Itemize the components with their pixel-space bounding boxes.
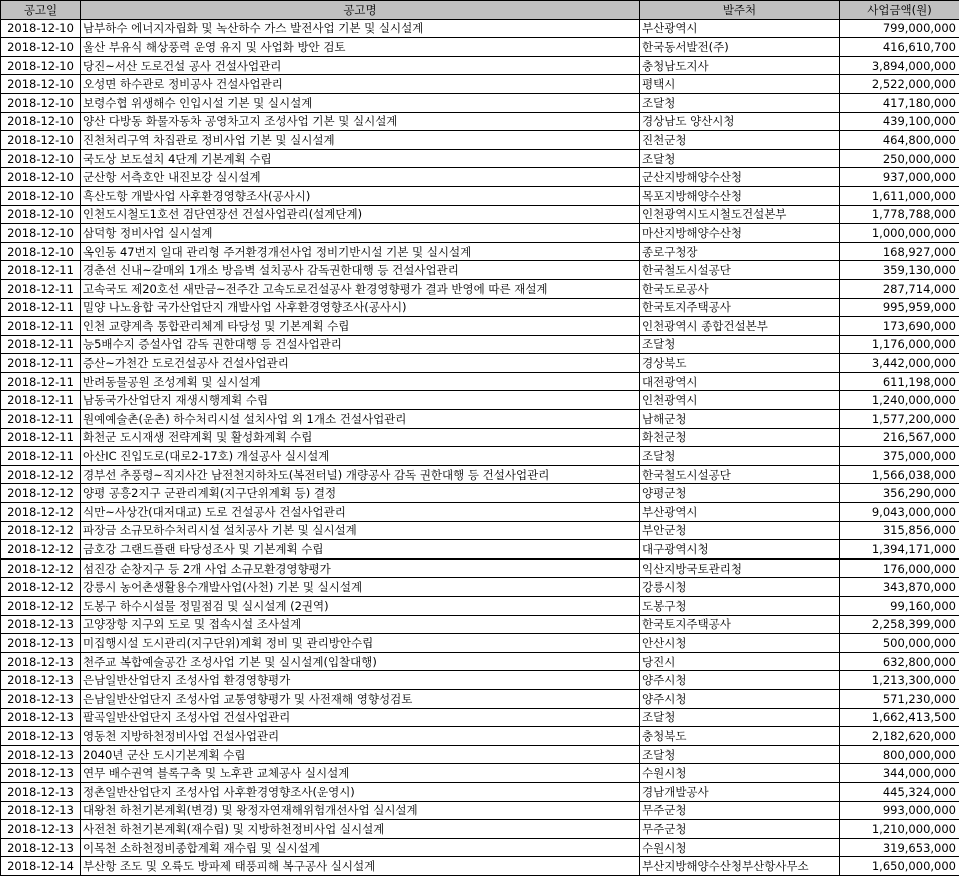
cell-ordering-agency[interactable]: 한국토지주택공사 [640, 615, 840, 634]
cell-date[interactable]: 2018-12-13 [1, 838, 81, 857]
cell-amount[interactable]: 1,577,200,000 [840, 410, 959, 429]
cell-ordering-agency[interactable]: 종로구청장 [640, 242, 840, 261]
header-amount[interactable]: 사업금액(원) [840, 1, 959, 20]
cell-notice-name[interactable]: 2040년 군산 도시기본계획 수립 [81, 745, 640, 764]
table-row [1, 261, 959, 280]
cell-date[interactable]: 2018-12-14 [1, 857, 81, 876]
cell-amount[interactable]: 1,662,413,500 [840, 708, 959, 727]
cell-ordering-agency[interactable]: 익산지방국토관리청 [640, 559, 840, 578]
table-row [1, 298, 959, 317]
cell-amount[interactable]: 937,000,000 [840, 168, 959, 187]
table-row [1, 335, 959, 354]
cell-ordering-agency[interactable]: 조달청 [640, 447, 840, 466]
cell-amount[interactable]: 464,800,000 [840, 131, 959, 150]
cell-amount[interactable]: 416,610,700 [840, 38, 959, 57]
table-row [1, 38, 959, 57]
cell-amount[interactable]: 1,650,000,000 [840, 857, 959, 876]
cell-ordering-agency[interactable]: 부안군청 [640, 521, 840, 540]
cell-notice-name[interactable]: 군산항 서측호안 내진보강 실시설계 [81, 168, 640, 187]
cell-notice-name[interactable]: 아산IC 진입도로(대로2-17호) 개설공사 실시설계 [81, 447, 640, 466]
table-row [1, 112, 959, 131]
cell-date[interactable]: 2018-12-11 [1, 410, 81, 429]
table-row [1, 484, 959, 503]
cell-date[interactable]: 2018-12-10 [1, 131, 81, 150]
cell-notice-name[interactable]: 보령수협 위생해수 인입시설 기본 및 실시설계 [81, 93, 640, 112]
cell-ordering-agency[interactable]: 안산시청 [640, 634, 840, 653]
cell-date[interactable]: 2018-12-10 [1, 112, 81, 131]
cell-ordering-agency[interactable]: 화천군청 [640, 428, 840, 447]
table-row [1, 75, 959, 94]
cell-ordering-agency[interactable]: 남해군청 [640, 410, 840, 429]
table-row [1, 93, 959, 112]
cell-amount[interactable]: 168,927,000 [840, 242, 959, 261]
cell-amount[interactable]: 315,856,000 [840, 521, 959, 540]
cell-amount[interactable]: 1,611,000,000 [840, 186, 959, 205]
cell-notice-name[interactable]: 사전천 하천기본계획(재수립) 및 지방하천정비사업 실시설계 [81, 820, 640, 839]
cell-notice-name[interactable]: 당진~서산 도로건설 공사 건설사업관리 [81, 56, 640, 75]
cell-notice-name[interactable]: 영동천 지방하천정비사업 건설사업관리 [81, 727, 640, 746]
table-row [1, 372, 959, 391]
cell-date[interactable]: 2018-12-12 [1, 540, 81, 559]
cell-amount[interactable]: 250,000,000 [840, 149, 959, 168]
cell-notice-name[interactable]: 정촌일반산업단지 조성사업 사후환경영향조사(운영시) [81, 782, 640, 801]
cell-amount[interactable]: 2,522,000,000 [840, 75, 959, 94]
cell-notice-name[interactable]: 능5배수지 증설사업 감독 권한대행 등 건설사업관리 [81, 335, 640, 354]
table-row [1, 410, 959, 429]
cell-date[interactable]: 2018-12-10 [1, 224, 81, 243]
cell-notice-name[interactable]: 삼덕항 정비사업 실시설계 [81, 224, 640, 243]
cell-ordering-agency[interactable]: 수원시청 [640, 764, 840, 783]
cell-date[interactable]: 2018-12-11 [1, 372, 81, 391]
cell-amount[interactable]: 500,000,000 [840, 634, 959, 653]
cell-amount[interactable]: 1,778,788,000 [840, 205, 959, 224]
cell-date[interactable]: 2018-12-13 [1, 652, 81, 671]
table-row [1, 131, 959, 150]
cell-ordering-agency[interactable]: 부산광역시 [640, 19, 840, 38]
cell-ordering-agency[interactable]: 한국도로공사 [640, 279, 840, 298]
table-row [1, 745, 959, 764]
cell-notice-name[interactable]: 금호강 그랜드플랜 타당성조사 및 기본계획 수립 [81, 540, 640, 559]
cell-notice-name[interactable]: 부산항 조도 및 오륙도 방파제 태풍피해 복구공사 실시설계 [81, 857, 640, 876]
table-row [1, 857, 959, 876]
cell-ordering-agency[interactable]: 조달청 [640, 708, 840, 727]
cell-amount[interactable]: 1,213,300,000 [840, 671, 959, 690]
cell-date[interactable]: 2018-12-13 [1, 671, 81, 690]
table-row [1, 597, 959, 616]
cell-amount[interactable]: 173,690,000 [840, 317, 959, 336]
cell-date[interactable]: 2018-12-13 [1, 764, 81, 783]
cell-ordering-agency[interactable]: 한국동서발전(주) [640, 38, 840, 57]
cell-amount[interactable]: 1,176,000,000 [840, 335, 959, 354]
cell-amount[interactable]: 9,043,000,000 [840, 503, 959, 522]
cell-ordering-agency[interactable]: 무주군청 [640, 801, 840, 820]
cell-date[interactable]: 2018-12-10 [1, 205, 81, 224]
cell-ordering-agency[interactable]: 조달청 [640, 745, 840, 764]
cell-amount[interactable]: 611,198,000 [840, 372, 959, 391]
cell-date[interactable]: 2018-12-12 [1, 559, 81, 578]
table-row [1, 224, 959, 243]
cell-ordering-agency[interactable]: 대전광역시 [640, 372, 840, 391]
cell-ordering-agency[interactable]: 부산광역시 [640, 503, 840, 522]
cell-amount[interactable]: 1,000,000,000 [840, 224, 959, 243]
cell-amount[interactable]: 571,230,000 [840, 689, 959, 708]
cell-ordering-agency[interactable]: 당진시 [640, 652, 840, 671]
cell-ordering-agency[interactable]: 한국철도시설공단 [640, 261, 840, 280]
cell-date[interactable]: 2018-12-11 [1, 317, 81, 336]
cell-amount[interactable]: 417,180,000 [840, 93, 959, 112]
cell-ordering-agency[interactable]: 한국토지주택공사 [640, 298, 840, 317]
cell-date[interactable]: 2018-12-13 [1, 745, 81, 764]
cell-notice-name[interactable]: 밀양 나노융합 국가산업단지 개발사업 사후환경영향조사(공사시) [81, 298, 640, 317]
cell-notice-name[interactable]: 남동국가산업단지 재생시행계획 수립 [81, 391, 640, 410]
table-row [1, 317, 959, 336]
cell-notice-name[interactable]: 미집행시설 도시관리(지구단위)계획 정비 및 관리방안수립 [81, 634, 640, 653]
cell-date[interactable]: 2018-12-13 [1, 782, 81, 801]
cell-amount[interactable]: 99,160,000 [840, 597, 959, 616]
cell-ordering-agency[interactable]: 양주시청 [640, 689, 840, 708]
cell-date[interactable]: 2018-12-13 [1, 615, 81, 634]
table-row [1, 56, 959, 75]
cell-notice-name[interactable]: 은남일반산업단지 조성사업 교통영향평가 및 사전재해 영향성검토 [81, 689, 640, 708]
table-row [1, 689, 959, 708]
cell-notice-name[interactable]: 진천처리구역 차집관로 정비사업 기본 및 실시설계 [81, 131, 640, 150]
table-row [1, 186, 959, 205]
cell-date[interactable]: 2018-12-12 [1, 503, 81, 522]
cell-amount[interactable]: 439,100,000 [840, 112, 959, 131]
cell-amount[interactable]: 800,000,000 [840, 745, 959, 764]
cell-amount[interactable]: 356,290,000 [840, 484, 959, 503]
cell-ordering-agency[interactable]: 경상남도 양산시청 [640, 112, 840, 131]
cell-date[interactable]: 2018-12-10 [1, 242, 81, 261]
cell-amount[interactable]: 344,000,000 [840, 764, 959, 783]
cell-date[interactable]: 2018-12-11 [1, 298, 81, 317]
cell-notice-name[interactable]: 화천군 도시재생 전략계획 및 활성화계획 수립 [81, 428, 640, 447]
cell-notice-name[interactable]: 강릉시 농어촌생활용수개발사업(사천) 기본 및 실시설계 [81, 578, 640, 597]
cell-amount[interactable]: 287,714,000 [840, 279, 959, 298]
cell-notice-name[interactable]: 도봉구 하수시설물 정밀점검 및 실시설계 (2권역) [81, 597, 640, 616]
cell-amount[interactable]: 1,240,000,000 [840, 391, 959, 410]
cell-ordering-agency[interactable]: 마산지방해양수산청 [640, 224, 840, 243]
cell-notice-name[interactable]: 옥인동 47번지 일대 관리형 주거환경개선사업 정비기반시설 기본 및 실시설계 [81, 242, 640, 261]
table-row [1, 801, 959, 820]
table-row [1, 559, 959, 578]
cell-ordering-agency[interactable]: 무주군청 [640, 820, 840, 839]
table-row [1, 634, 959, 653]
cell-ordering-agency[interactable]: 수원시청 [640, 838, 840, 857]
cell-amount[interactable]: 375,000,000 [840, 447, 959, 466]
cell-ordering-agency[interactable]: 경상북도 [640, 354, 840, 373]
cell-notice-name[interactable]: 원예예술촌(운촌) 하수처리시설 설치사업 외 1개소 건설사업관리 [81, 410, 640, 429]
table-row [1, 671, 959, 690]
cell-notice-name[interactable]: 오성면 하수관로 정비공사 건설사업관리 [81, 75, 640, 94]
cell-ordering-agency[interactable]: 목포지방해양수산청 [640, 186, 840, 205]
cell-date[interactable]: 2018-12-10 [1, 149, 81, 168]
cell-date[interactable]: 2018-12-13 [1, 634, 81, 653]
table-row [1, 540, 959, 559]
cell-amount[interactable]: 632,800,000 [840, 652, 959, 671]
cell-ordering-agency[interactable]: 인천광역시 종합건설본부 [640, 317, 840, 336]
cell-date[interactable]: 2018-12-11 [1, 391, 81, 410]
cell-ordering-agency[interactable]: 양평군청 [640, 484, 840, 503]
table-row [1, 708, 959, 727]
cell-date[interactable]: 2018-12-12 [1, 484, 81, 503]
cell-notice-name[interactable]: 경춘선 신내~갈매외 1개소 방음벽 설치공사 감독권한대행 등 건설사업관리 [81, 261, 640, 280]
cell-date[interactable]: 2018-12-11 [1, 428, 81, 447]
cell-amount[interactable]: 216,567,000 [840, 428, 959, 447]
table-row [1, 652, 959, 671]
cell-notice-name[interactable]: 대왕천 하천기본계획(변경) 및 왕정자연재해위험개선사업 실시설계 [81, 801, 640, 820]
table-row [1, 521, 959, 540]
cell-notice-name[interactable]: 파장금 소규모하수처리시설 설치공사 기본 및 실시설계 [81, 521, 640, 540]
cell-date[interactable]: 2018-12-10 [1, 168, 81, 187]
table-row [1, 19, 959, 38]
table-row [1, 205, 959, 224]
cell-date[interactable]: 2018-12-10 [1, 186, 81, 205]
cell-notice-name[interactable]: 증산~가천간 도로건설공사 건설사업관리 [81, 354, 640, 373]
cell-amount[interactable]: 176,000,000 [840, 559, 959, 578]
cell-notice-name[interactable]: 흑산도항 개발사업 사후환경영향조사(공사시) [81, 186, 640, 205]
cell-ordering-agency[interactable]: 경남개발공사 [640, 782, 840, 801]
table-row [1, 391, 959, 410]
cell-ordering-agency[interactable]: 조달청 [640, 93, 840, 112]
header-date[interactable]: 공고일 [1, 1, 81, 20]
cell-notice-name[interactable]: 남부하수 에너지자립화 및 녹산하수 가스 발전사업 기본 및 실시설계 [81, 19, 640, 38]
cell-notice-name[interactable]: 식만~사상간(대저대교) 도로 건설공사 건설사업관리 [81, 503, 640, 522]
cell-date[interactable]: 2018-12-13 [1, 801, 81, 820]
header-ordering-agency[interactable]: 발주처 [640, 1, 840, 20]
cell-date[interactable]: 2018-12-12 [1, 521, 81, 540]
header-notice-name[interactable]: 공고명 [81, 1, 640, 20]
cell-notice-name[interactable]: 반려동물공원 조성계획 및 실시설계 [81, 372, 640, 391]
table-row [1, 615, 959, 634]
cell-ordering-agency[interactable]: 대구광역시청 [640, 540, 840, 559]
cell-notice-name[interactable]: 경부선 추풍령~직지사간 남전천지하차도(복전터널) 개량공사 감독 권한대행 등 건설사업관리 [81, 465, 640, 484]
table-row [1, 764, 959, 783]
table-row [1, 168, 959, 187]
cell-date[interactable]: 2018-12-11 [1, 447, 81, 466]
cell-amount[interactable]: 1,394,171,000 [840, 540, 959, 559]
cell-amount[interactable]: 3,894,000,000 [840, 56, 959, 75]
table-row [1, 503, 959, 522]
cell-amount[interactable]: 1,210,000,000 [840, 820, 959, 839]
cell-date[interactable]: 2018-12-10 [1, 38, 81, 57]
cell-amount[interactable]: 1,566,038,000 [840, 465, 959, 484]
cell-date[interactable]: 2018-12-13 [1, 689, 81, 708]
cell-date[interactable]: 2018-12-11 [1, 279, 81, 298]
cell-ordering-agency[interactable]: 강릉시청 [640, 578, 840, 597]
cell-date[interactable]: 2018-12-12 [1, 597, 81, 616]
cell-ordering-agency[interactable]: 충청북도 [640, 727, 840, 746]
cell-date[interactable]: 2018-12-13 [1, 727, 81, 746]
cell-ordering-agency[interactable]: 조달청 [640, 149, 840, 168]
cell-notice-name[interactable]: 양평 공흥2지구 군관리계획(지구단위계획 등) 결정 [81, 484, 640, 503]
table-row [1, 578, 959, 597]
cell-notice-name[interactable]: 국도상 보도설치 4단계 기본계획 수립 [81, 149, 640, 168]
cell-date[interactable]: 2018-12-10 [1, 56, 81, 75]
cell-notice-name[interactable]: 이목천 소하천정비종합계획 재수립 및 실시설계 [81, 838, 640, 857]
table-row [1, 354, 959, 373]
cell-ordering-agency[interactable]: 충청남도지사 [640, 56, 840, 75]
table-row [1, 820, 959, 839]
cell-notice-name[interactable]: 인천 교량계측 통합관리체계 타당성 및 기본계획 수립 [81, 317, 640, 336]
cell-amount[interactable]: 343,870,000 [840, 578, 959, 597]
cell-date[interactable]: 2018-12-10 [1, 75, 81, 94]
cell-notice-name[interactable]: 연무 배수권역 블록구축 및 노후관 교체공사 실시설계 [81, 764, 640, 783]
cell-amount[interactable]: 445,324,000 [840, 782, 959, 801]
cell-amount[interactable]: 319,653,000 [840, 838, 959, 857]
cell-amount[interactable]: 359,130,000 [840, 261, 959, 280]
cell-date[interactable]: 2018-12-10 [1, 19, 81, 38]
cell-notice-name[interactable]: 팔곡일반산업단지 조성사업 건설사업관리 [81, 708, 640, 727]
cell-amount[interactable]: 993,000,000 [840, 801, 959, 820]
cell-date[interactable]: 2018-12-11 [1, 354, 81, 373]
cell-ordering-agency[interactable]: 양주시청 [640, 671, 840, 690]
cell-notice-name[interactable]: 고양장항 지구외 도로 및 접속시설 조사설계 [81, 615, 640, 634]
cell-date[interactable]: 2018-12-12 [1, 578, 81, 597]
cell-ordering-agency[interactable]: 한국철도시설공단 [640, 465, 840, 484]
cell-ordering-agency[interactable]: 도봉구청 [640, 597, 840, 616]
cell-notice-name[interactable]: 양산 다방동 화물자동차 공영차고지 조성사업 기본 및 실시설계 [81, 112, 640, 131]
table-row [1, 149, 959, 168]
table-row [1, 242, 959, 261]
cell-ordering-agency[interactable]: 인천광역시 [640, 391, 840, 410]
cell-notice-name[interactable]: 인천도시철도1호선 검단연장선 건설사업관리(설계단계) [81, 205, 640, 224]
table-row [1, 465, 959, 484]
table-row [1, 428, 959, 447]
cell-ordering-agency[interactable]: 부산지방해양수산청부산항사무소 [640, 857, 840, 876]
cell-notice-name[interactable]: 섬진강 순창지구 등 2개 사업 소규모환경영향평가 [81, 559, 640, 578]
header-row [1, 1, 959, 20]
cell-amount[interactable]: 3,442,000,000 [840, 354, 959, 373]
cell-ordering-agency[interactable]: 조달청 [640, 335, 840, 354]
cell-amount[interactable]: 995,959,000 [840, 298, 959, 317]
cell-notice-name[interactable]: 울산 부유식 해상풍력 운영 유지 및 사업화 방안 검토 [81, 38, 640, 57]
cell-date[interactable]: 2018-12-13 [1, 708, 81, 727]
cell-notice-name[interactable]: 고속국도 제20호선 새만금~전주간 고속도로건설공사 환경영향평가 결과 반영에 따른 재설계 [81, 279, 640, 298]
cell-ordering-agency[interactable]: 진천군청 [640, 131, 840, 150]
cell-date[interactable]: 2018-12-12 [1, 465, 81, 484]
cell-date[interactable]: 2018-12-11 [1, 261, 81, 280]
cell-date[interactable]: 2018-12-11 [1, 335, 81, 354]
cell-date[interactable]: 2018-12-13 [1, 820, 81, 839]
table-row [1, 279, 959, 298]
cell-amount[interactable]: 2,182,620,000 [840, 727, 959, 746]
cell-ordering-agency[interactable]: 군산지방해양수산청 [640, 168, 840, 187]
table-row [1, 727, 959, 746]
cell-notice-name[interactable]: 천주교 복합예술공간 조성사업 기본 및 실시설계(입찰대행) [81, 652, 640, 671]
cell-amount[interactable]: 799,000,000 [840, 19, 959, 38]
cell-notice-name[interactable]: 은남일반산업단지 조성사업 환경영향평가 [81, 671, 640, 690]
table-row [1, 447, 959, 466]
cell-ordering-agency[interactable]: 인천광역시도시철도건설본부 [640, 205, 840, 224]
cell-ordering-agency[interactable]: 평택시 [640, 75, 840, 94]
table-row [1, 782, 959, 801]
cell-amount[interactable]: 2,258,399,000 [840, 615, 959, 634]
cell-date[interactable]: 2018-12-10 [1, 93, 81, 112]
